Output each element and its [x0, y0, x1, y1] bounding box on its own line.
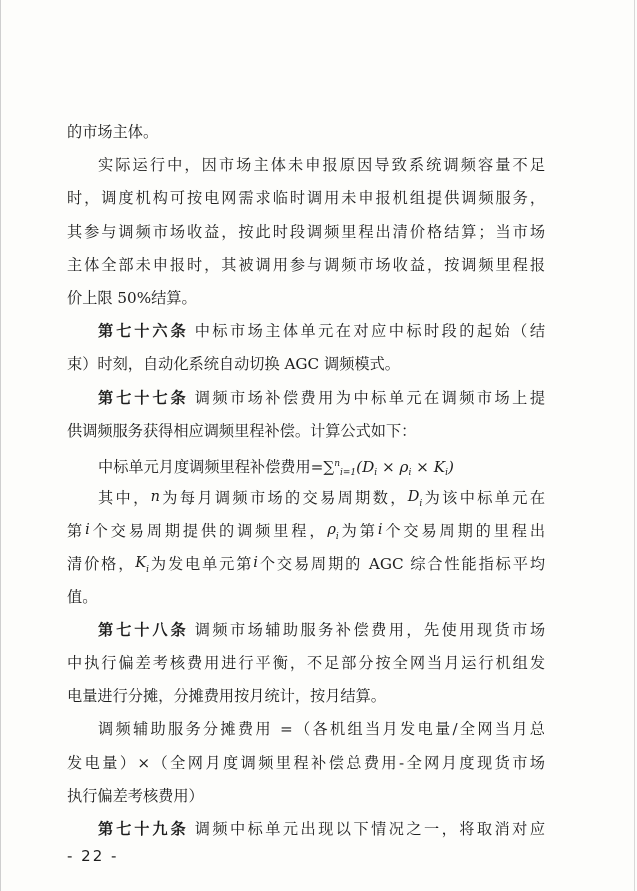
article-number: 第七十八条 [98, 620, 189, 639]
formula-term: (D [356, 457, 375, 476]
article-heading-line [67, 813, 545, 846]
line-text: 第 [67, 522, 86, 541]
line-text: 价上限 50%结算。 [67, 288, 197, 307]
line-text: 执行偏差考核费用） [67, 786, 204, 805]
text-line [67, 481, 545, 514]
text-line [67, 415, 545, 448]
formula-subscript: i=1 [340, 467, 357, 478]
line-text: 为每月调频市场的交易周期数， [159, 489, 408, 508]
formula-label: 中标单元月度调频里程补偿费用= [98, 457, 324, 476]
line-text: 发电量）×（全网月度调频里程补偿总费用-全网月度现货市场 [67, 753, 545, 772]
article-number: 第七十七条 [98, 388, 189, 407]
math-symbol: n [150, 489, 160, 506]
line-text: 个交易周期的里程出 [382, 522, 545, 541]
article-heading-line [67, 614, 545, 647]
line-text: 中执行偏差考核费用进行平衡，不足部分按全网当月运行机组发 [67, 654, 545, 672]
line-text: 中标市场主体单元在对应中标时段的起始（结 [194, 322, 545, 341]
line-text: 调频辅助服务分摊费用 =（各机组当月发电量/全网当月总 [98, 720, 545, 739]
text-line [67, 713, 545, 746]
text-line [67, 514, 545, 547]
article-number: 第七十九条 [98, 819, 189, 838]
formula-term: × K [411, 457, 446, 476]
text-line [67, 116, 545, 149]
line-text: 电量进行分摊，分摊费用按月统计，按月结算。 [67, 687, 386, 706]
line-text: 束）时刻，自动化系统自动切换 AGC 调频模式。 [67, 355, 400, 374]
body-text [67, 116, 545, 846]
math-subscript: i [335, 532, 339, 543]
formula-superscript: n [334, 458, 340, 469]
text-line [67, 780, 545, 813]
formula-subscript: i [445, 467, 448, 478]
text-line [67, 680, 545, 713]
line-text: 其参与调频市场收益，按此时段调频里程出清价格结算；当市场 [67, 222, 545, 241]
text-line [67, 647, 545, 680]
article-heading-line [67, 382, 545, 415]
line-text: 个交易周期的 AGC 综合性能指标平均 [257, 555, 545, 574]
formula-subscript: i [408, 467, 412, 478]
math-symbol: K [135, 555, 147, 572]
text-line [67, 282, 545, 315]
text-line [67, 348, 545, 381]
article-number: 第七十六条 [98, 322, 189, 341]
line-text: 主体全部未申报时，其被调用参与调频市场收益，按调频里程报 [67, 255, 545, 274]
text-line [67, 149, 545, 182]
line-text: 值。 [67, 587, 98, 606]
sigma-symbol: ∑ [323, 457, 335, 476]
formula-term: × ρ [377, 457, 409, 476]
line-text: 调频中标单元出现以下情况之一，将取消对应 [194, 819, 545, 838]
line-text: 时，调度机构可按电网需求临时调用未申报机组提供调频服务， [67, 189, 545, 208]
text-line [67, 249, 545, 282]
math-symbol: i [253, 555, 258, 572]
math-subscript: i [146, 565, 150, 576]
line-text: 清价格， [67, 555, 136, 574]
line-text: 调频市场补偿费用为中标单元在调频市场上提 [194, 388, 545, 407]
line-text: 为发电单元第 [149, 555, 254, 574]
line-text: 供调频服务获得相应调频里程补偿。计算公式如下： [67, 421, 417, 440]
formula-line [67, 448, 545, 481]
math-symbol: i [377, 522, 383, 539]
line-text: 个交易周期提供的调频里程， [89, 522, 328, 541]
line-text: 实际运行中，因市场主体未申报原因导致系统调频容量不足 [98, 156, 545, 175]
scan-edge-right [634, 0, 635, 891]
math-subscript: i [419, 499, 423, 510]
math-symbol: i [85, 522, 90, 539]
line-text: 为该中标单元在 [422, 489, 545, 508]
page-number: - 22 - [67, 847, 119, 865]
math-symbol: ρ [327, 522, 336, 539]
text-line [67, 747, 545, 780]
formula-expression [323, 458, 454, 476]
line-text: 其中， [98, 489, 151, 508]
text-line [67, 547, 545, 580]
formula-subscript: i [374, 467, 378, 478]
article-heading-line [67, 315, 545, 348]
formula-term: ) [447, 457, 454, 476]
scan-edge-left [0, 0, 1, 891]
text-line [67, 182, 545, 215]
line-text: 为第 [338, 522, 378, 541]
math-symbol: D [407, 489, 420, 506]
text-line [67, 581, 545, 614]
line-text: 的市场主体。 [67, 123, 159, 141]
line-text: 调频市场辅助服务补偿费用，先使用现货市场 [194, 620, 545, 639]
text-line [67, 216, 545, 249]
